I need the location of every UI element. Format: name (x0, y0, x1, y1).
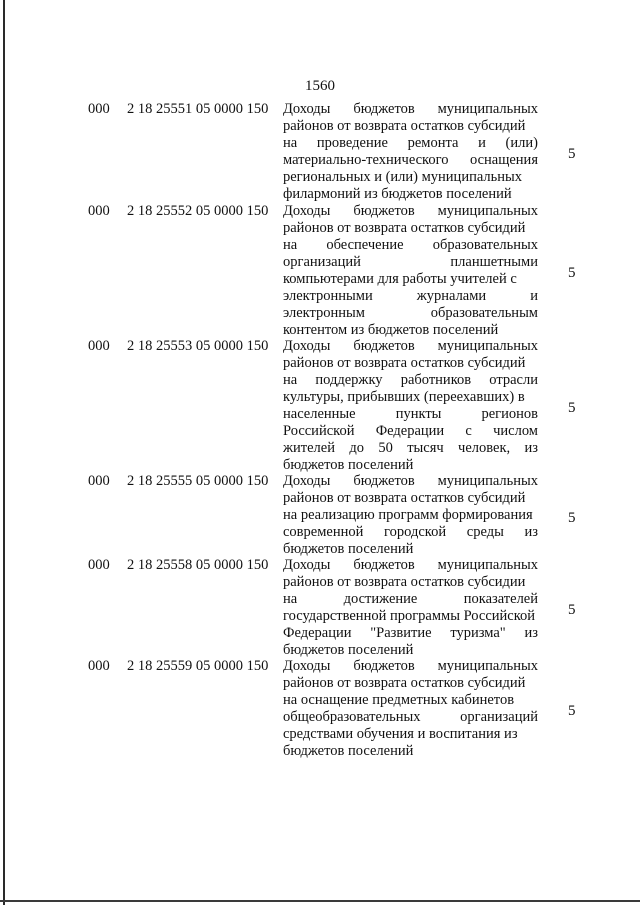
administrator-code: 000 (88, 203, 110, 219)
amount-value: 5 (568, 400, 576, 416)
description-word: бюджетов (353, 101, 415, 117)
description-line: районов от возврата остатков субсидий (283, 675, 526, 691)
description-line: районов от возврата остатков субсидии (283, 574, 526, 590)
administrator-code: 000 (88, 658, 110, 674)
description-word: бюджетов (353, 338, 415, 354)
description-word: Доходы (283, 557, 331, 573)
amount-value: 5 (568, 265, 576, 281)
description-line (283, 101, 538, 118)
description-word: муниципальных (437, 101, 538, 117)
description-line (283, 524, 538, 541)
table-row (0, 473, 640, 558)
description-line (283, 625, 538, 642)
administrator-code: 000 (88, 101, 110, 117)
description-line (283, 152, 538, 169)
description-line: районов от возврата остатков субсидий (283, 220, 526, 236)
description-line: региональных и (или) муниципальных (283, 169, 523, 185)
description-word: современной (283, 524, 364, 540)
description-line (283, 254, 538, 271)
description-word: Российской (283, 423, 355, 439)
administrator-code: 000 (88, 338, 110, 354)
description-word: 50 (378, 440, 393, 456)
description-word: и (478, 135, 486, 151)
table-row (0, 338, 640, 474)
description-word: бюджетов (353, 473, 415, 489)
description-word: проведение (316, 135, 388, 151)
administrator-code: 000 (88, 473, 110, 489)
description-line (283, 203, 538, 220)
budget-classification-code: 2 18 25553 05 0000 150 (127, 338, 269, 354)
page-number: 1560 (305, 78, 335, 94)
description-word: бюджетов (353, 557, 415, 573)
description-word: с (465, 423, 472, 439)
description-word: пункты (395, 406, 442, 422)
description-word: тысяч (407, 440, 444, 456)
amount-value: 5 (568, 602, 576, 618)
description-word: общеобразовательных (283, 709, 421, 725)
budget-classification-code: 2 18 25555 05 0000 150 (127, 473, 269, 489)
description-line: на оснащение предметных кабинетов (283, 692, 515, 708)
description-word: достижение (343, 591, 418, 607)
description-line: на реализацию программ формирования (283, 507, 533, 523)
description-word: на (283, 372, 298, 388)
administrator-code: 000 (88, 557, 110, 573)
description-line (283, 135, 538, 152)
description-word: показателей (463, 591, 538, 607)
description-word: организаций (460, 709, 538, 725)
description-word: обеспечение (326, 237, 404, 253)
budget-classification-code: 2 18 25551 05 0000 150 (127, 101, 269, 117)
description-word: бюджетов (353, 658, 415, 674)
description-word: муниципальных (437, 338, 538, 354)
table-row (0, 101, 640, 203)
description-line: бюджетов поселений (283, 642, 414, 658)
description-word: отрасли (489, 372, 538, 388)
description-line: районов от возврата остатков субсидий (283, 490, 526, 506)
description-line: компьютерами для работы учителей с (283, 271, 517, 287)
description-word: на (283, 237, 298, 253)
description-line (283, 305, 538, 322)
description-line (283, 288, 538, 305)
description-line (283, 338, 538, 355)
description-word: человек, (458, 440, 511, 456)
table-row (0, 203, 640, 339)
description-word: на (283, 135, 298, 151)
income-description (283, 338, 538, 474)
description-line: районов от возврата остатков субсидий (283, 355, 526, 371)
description-word: муниципальных (437, 658, 538, 674)
amount-value: 5 (568, 510, 576, 526)
amount-value: 5 (568, 146, 576, 162)
description-line (283, 591, 538, 608)
description-word: электронными (283, 288, 373, 304)
description-word: Доходы (283, 338, 331, 354)
description-line: бюджетов поселений (283, 541, 414, 557)
description-word: жителей (283, 440, 335, 456)
description-line: культуры, прибывших (переехавших) в (283, 389, 525, 405)
description-line (283, 406, 538, 423)
description-word: "Развитие (370, 625, 432, 641)
description-line: бюджетов поселений (283, 743, 414, 759)
income-description (283, 473, 538, 558)
description-line (283, 658, 538, 675)
description-word: ремонта (407, 135, 459, 151)
description-line: средствами обучения и воспитания из (283, 726, 518, 742)
description-line: государственной программы Российской (283, 608, 536, 624)
description-word: журналами (416, 288, 487, 304)
budget-classification-code: 2 18 25558 05 0000 150 (127, 557, 269, 573)
description-word: из (524, 440, 538, 456)
description-word: планшетными (450, 254, 538, 270)
description-word: оснащения (469, 152, 538, 168)
description-line (283, 237, 538, 254)
income-description (283, 203, 538, 339)
income-description (283, 557, 538, 659)
description-word: населенные (283, 406, 356, 422)
description-word: поддержку (315, 372, 383, 388)
description-line: филармоний из бюджетов поселений (283, 186, 512, 202)
description-word: из (524, 625, 538, 641)
amount-value: 5 (568, 703, 576, 719)
income-description (283, 101, 538, 203)
description-line (283, 440, 538, 457)
description-word: бюджетов (353, 203, 415, 219)
description-word: туризма" (450, 625, 506, 641)
description-word: Доходы (283, 101, 331, 117)
description-line: районов от возврата остатков субсидий (283, 118, 526, 134)
description-word: муниципальных (437, 473, 538, 489)
table-row (0, 658, 640, 760)
description-word: электронным (283, 305, 365, 321)
description-word: муниципальных (437, 557, 538, 573)
description-word: до (349, 440, 364, 456)
description-word: Доходы (283, 473, 331, 489)
description-word: (или) (505, 135, 538, 151)
description-line (283, 423, 538, 440)
description-word: городской (384, 524, 447, 540)
income-description (283, 658, 538, 760)
description-word: образовательных (432, 237, 538, 253)
description-word: Доходы (283, 658, 331, 674)
description-word: работников (400, 372, 472, 388)
description-word: муниципальных (437, 203, 538, 219)
description-word: из (524, 524, 538, 540)
description-word: числом (493, 423, 538, 439)
table-row (0, 557, 640, 659)
description-word: материально-технического (283, 152, 449, 168)
budget-classification-code: 2 18 25552 05 0000 150 (127, 203, 269, 219)
description-word: регионов (481, 406, 538, 422)
description-word: образовательным (430, 305, 538, 321)
description-word: среды (466, 524, 504, 540)
description-line: бюджетов поселений (283, 457, 414, 473)
description-word: на (283, 591, 298, 607)
budget-classification-code: 2 18 25559 05 0000 150 (127, 658, 269, 674)
description-word: Федерации (283, 625, 352, 641)
description-line (283, 372, 538, 389)
description-word: организаций (283, 254, 361, 270)
description-word: Федерации (375, 423, 445, 439)
description-line (283, 473, 538, 490)
scan-bottom-edge (0, 900, 640, 902)
description-word: Доходы (283, 203, 331, 219)
description-line (283, 557, 538, 574)
description-line: контентом из бюджетов поселений (283, 322, 499, 338)
description-word: и (530, 288, 538, 304)
description-line (283, 709, 538, 726)
